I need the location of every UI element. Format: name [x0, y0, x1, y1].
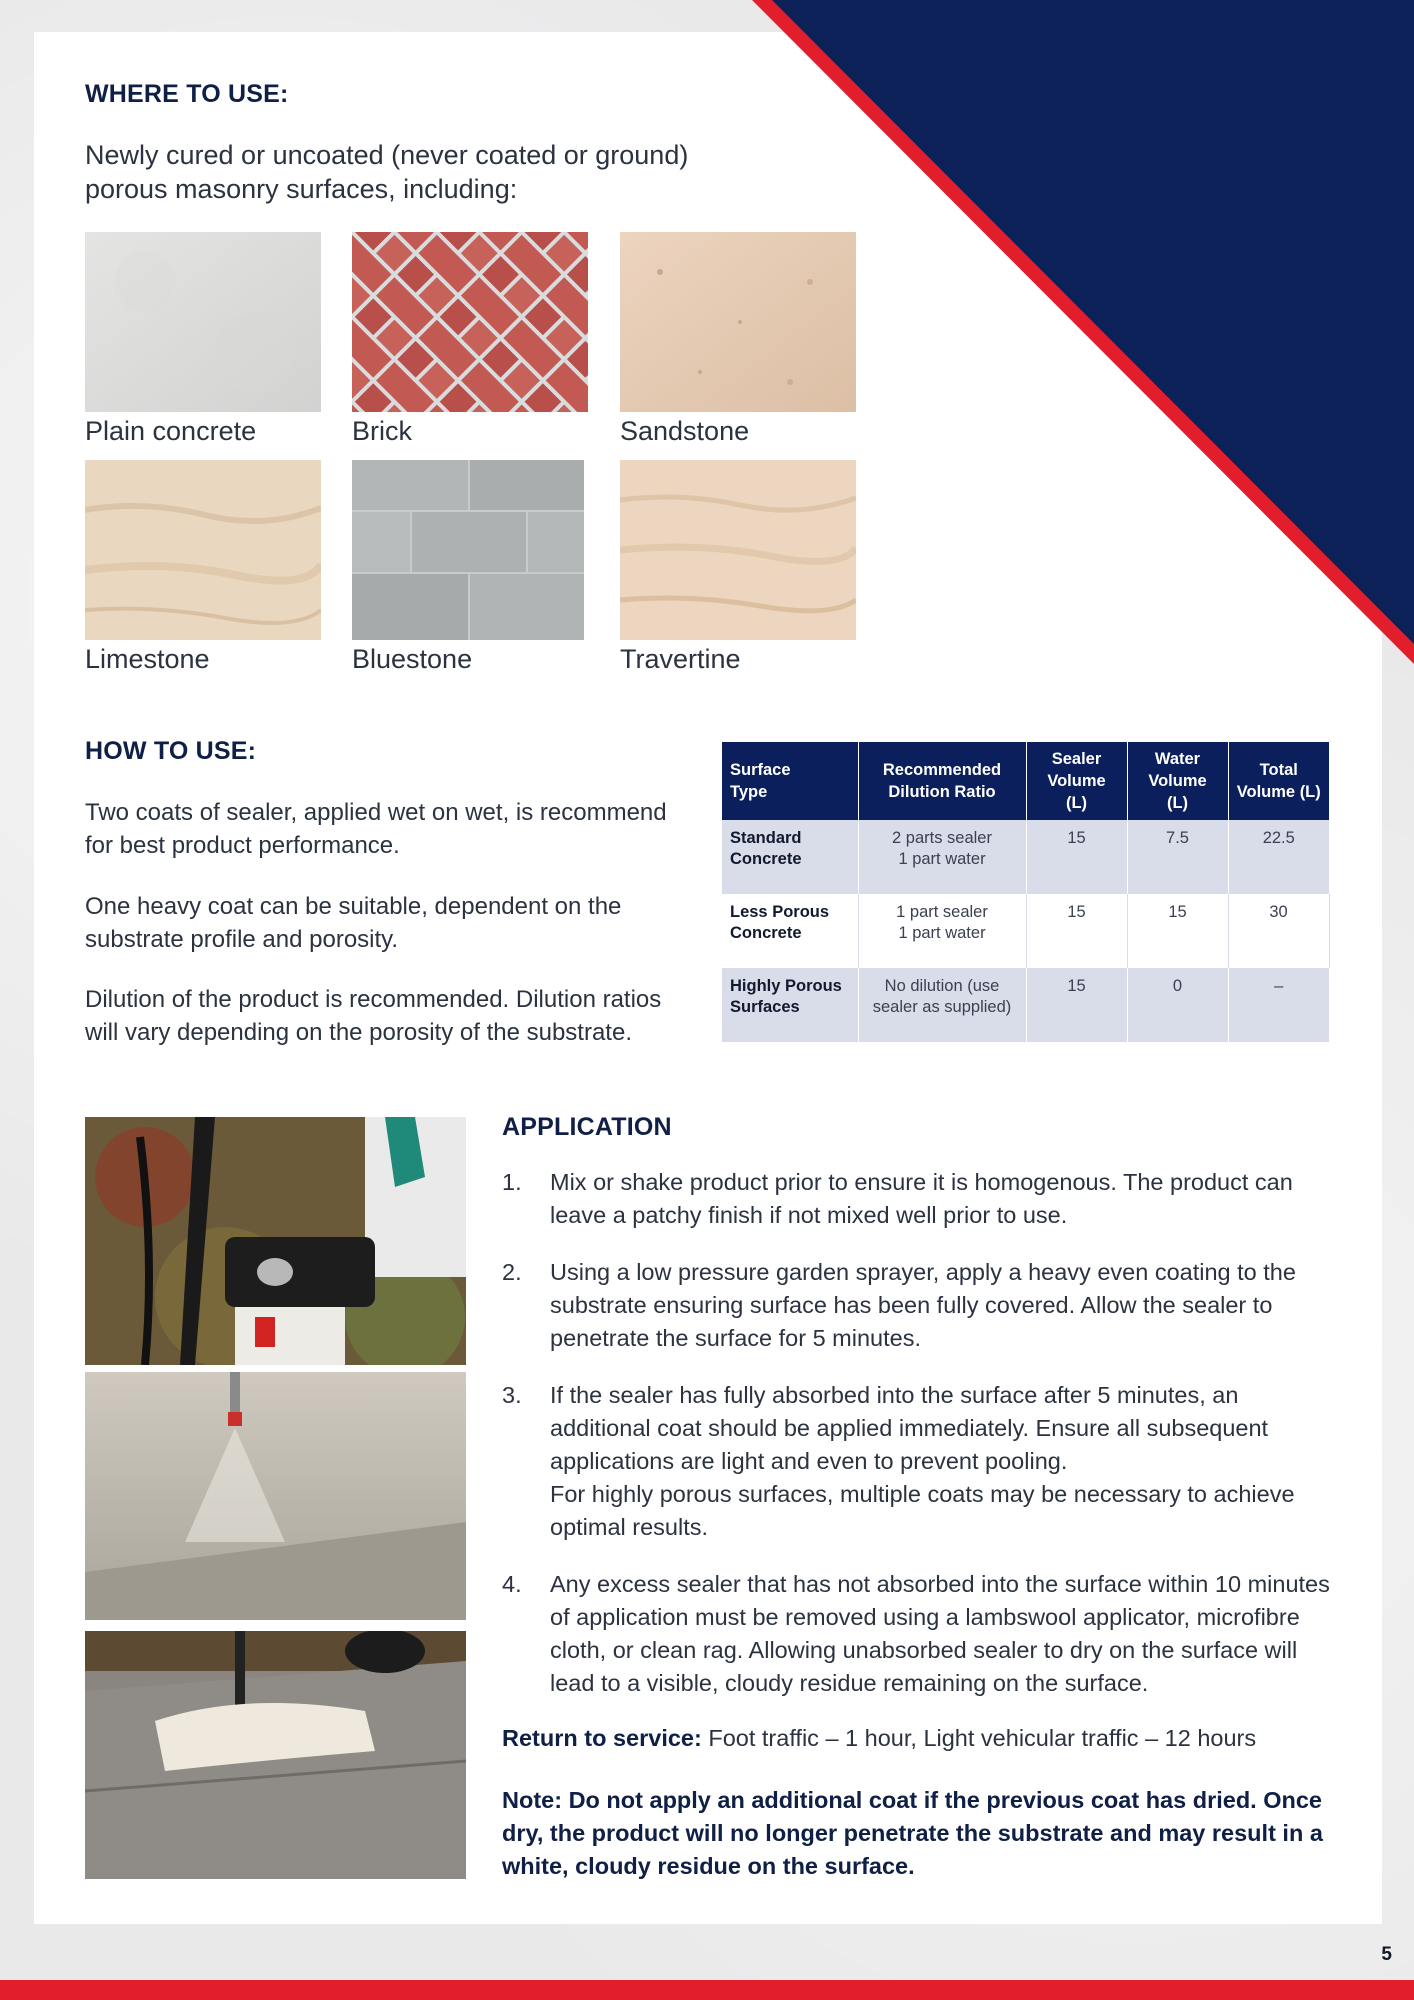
bluestone-texture-icon	[352, 460, 584, 640]
cell-sealer: 15	[1026, 820, 1127, 894]
header-sealer-volume: Sealer Volume (L)	[1026, 742, 1127, 820]
surface-label-bluestone: Bluestone	[352, 644, 473, 674]
cell-water: 15	[1127, 894, 1228, 968]
cell-surface: Less Porous Concrete	[722, 894, 858, 968]
application-note: Note: Do not apply an additional coat if the previous coat has dried. Once dry, the product will no longer penetrate the substrate and may result in a white, cloudy residue on the surface.	[502, 1787, 1323, 1879]
cell-water: 0	[1127, 968, 1228, 1042]
cell-ratio: 2 parts sealer 1 part water	[858, 820, 1026, 894]
surface-label-travertine: Travertine	[620, 644, 741, 674]
how-to-use-paragraph-3: Dilution of the product is recommended. Dilution ratios will vary depending on the porosity of the substrate.	[85, 986, 662, 1046]
lambswool-applicator-photo-icon	[85, 1631, 466, 1879]
bottom-accent-bar	[0, 1980, 1414, 2000]
how-to-use-paragraph-1: Two coats of sealer, applied wet on wet, is recommend for best product performance.	[85, 799, 667, 859]
application-heading: APPLICATION	[502, 1113, 672, 1141]
herringbone-brick-texture-icon	[352, 232, 588, 412]
pouring-sealer-into-sprayer-photo-icon	[85, 1117, 466, 1365]
where-to-use-lead	[85, 138, 725, 206]
sandstone-texture-icon	[620, 232, 856, 412]
application-steps	[502, 1166, 1342, 1724]
limestone-texture-icon	[85, 460, 321, 640]
cell-ratio: 1 part sealer 1 part water	[858, 894, 1026, 968]
cell-sealer: 15	[1026, 894, 1127, 968]
cell-surface: Standard Concrete	[722, 820, 858, 894]
header-total-volume: Total Volume (L)	[1228, 742, 1329, 820]
spraying-concrete-photo-icon	[85, 1372, 466, 1620]
plain-concrete-texture-icon	[85, 232, 321, 412]
surface-label-plain-concrete: Plain concrete	[85, 416, 257, 446]
surface-label-brick: Brick	[352, 416, 412, 446]
cell-surface: Highly Porous Surfaces	[722, 968, 858, 1042]
how-to-use-paragraph-2: One heavy coat can be suitable, dependent on the substrate profile and porosity.	[85, 893, 622, 953]
header-surface-type: Surface Type	[722, 742, 858, 820]
surface-label-limestone: Limestone	[85, 644, 210, 674]
return-to-service: Return to service: Foot traffic – 1 hour, Light vehicular traffic – 12 hours	[502, 1725, 1257, 1751]
cell-sealer: 15	[1026, 968, 1127, 1042]
list-item: 4. Any excess sealer that has not absorbed into the surface within 10 minutes of application must be removed using a lambswool applicator, microfibre cloth, or clean rag. Allowing unabsorbed sealer to dry on the surface will lead to a visible, cloudy residue remaining on the surface.	[502, 1571, 1330, 1696]
cell-ratio: No dilution (use sealer as supplied)	[858, 968, 1026, 1042]
cell-water: 7.5	[1127, 820, 1228, 894]
list-item: 3. If the sealer has fully absorbed into the surface after 5 minutes, an additional coat should be applied immediately. Ensure all subsequent applications are light and even to prevent pooling. For highly porous surfaces, multiple coats may be necessary to achieve optimal results.	[502, 1382, 1295, 1540]
lead-line-1: Newly cured or uncoated (never coated or ground)	[85, 140, 689, 170]
list-item: 2. Using a low pressure garden sprayer, apply a heavy even coating to the substrate ensuring surface has been fully covered. Allow the sealer to penetrate the surface for 5 minutes.	[502, 1259, 1296, 1351]
cell-total: 30	[1228, 894, 1329, 968]
table-row	[722, 894, 1329, 968]
cell-total: 22.5	[1228, 820, 1329, 894]
page-number: 5	[1381, 1944, 1392, 1965]
how-to-use-heading: HOW TO USE:	[85, 737, 257, 765]
table-row	[722, 820, 1329, 894]
table-row	[722, 968, 1329, 1042]
cell-total: –	[1228, 968, 1329, 1042]
dilution-table	[722, 742, 1330, 1042]
where-to-use-heading: WHERE TO USE:	[85, 80, 289, 108]
list-item: 1. Mix or shake product prior to ensure it is homogenous. The product can leave a patchy finish if not mixed well prior to use.	[502, 1169, 1293, 1228]
header-water-volume: Water Volume (L)	[1127, 742, 1228, 820]
table-header-row	[722, 742, 1329, 820]
header-dilution-ratio: Recommended Dilution Ratio	[858, 742, 1026, 820]
lead-line-2: porous masonry surfaces, including:	[85, 174, 518, 204]
surface-label-sandstone: Sandstone	[620, 416, 750, 446]
travertine-texture-icon	[620, 460, 856, 640]
